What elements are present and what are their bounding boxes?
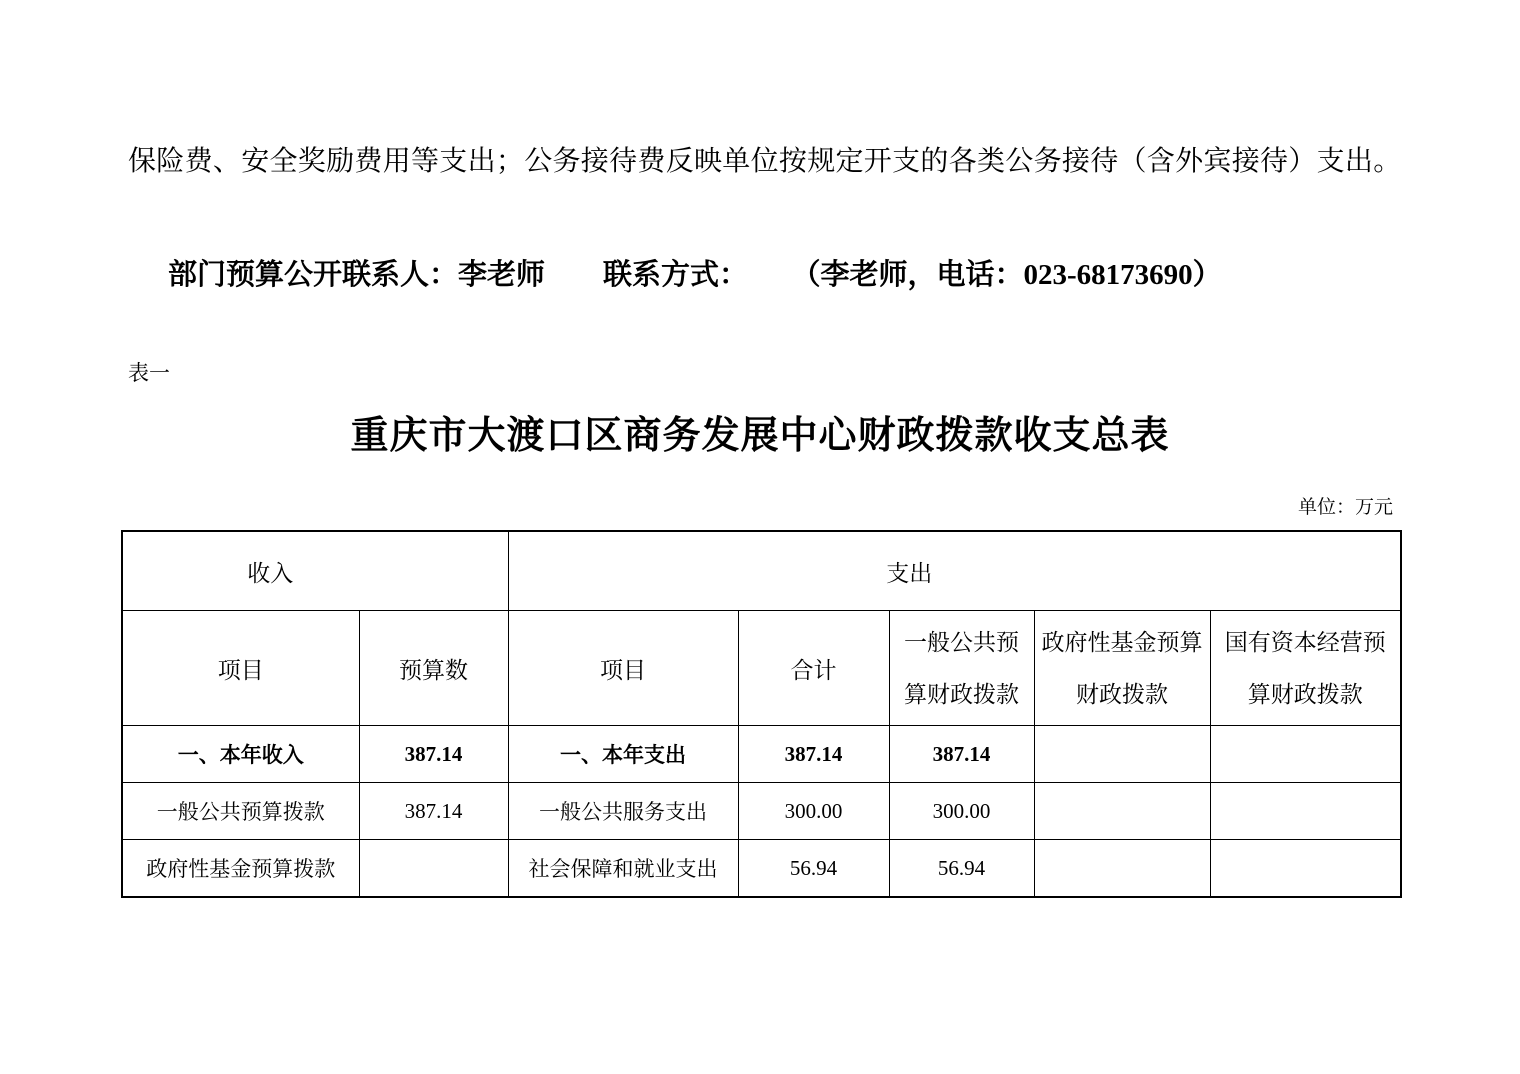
expenditure-item-cell: 一、本年支出: [508, 726, 738, 783]
income-amount-cell: 387.14: [359, 726, 508, 783]
income-item-cell: 政府性基金预算拨款: [122, 840, 359, 898]
table-row-current-year: [122, 726, 1401, 783]
budget-summary-table: [121, 530, 1402, 898]
expenditure-item-cell: 一般公共服务支出: [508, 783, 738, 840]
document-title: 重庆市大渡口区商务发展中心财政拨款收支总表: [350, 415, 1170, 457]
group-header-row: [122, 531, 1401, 611]
general-public-amount-cell: 300.00: [889, 783, 1034, 840]
state-capital-amount-cell: [1210, 783, 1401, 840]
total-amount-cell: 300.00: [738, 783, 889, 840]
expenditure-group-header: 支出: [508, 531, 1401, 611]
table-row-govt-fund: [122, 840, 1401, 898]
header-line: 算财政拨款: [904, 681, 1019, 707]
column-header-general-public-budget: [889, 611, 1034, 726]
column-header-income-item: 项目: [122, 611, 359, 726]
general-public-amount-cell: 56.94: [889, 840, 1034, 898]
column-header-govt-fund-budget: [1034, 611, 1210, 726]
general-public-amount-cell: 387.14: [889, 726, 1034, 783]
income-amount-cell: [359, 840, 508, 898]
total-amount-cell: 387.14: [738, 726, 889, 783]
intro-paragraph: 保险费、安全奖励费用等支出；公务接待费反映单位按规定开支的各类公务接待（含外宾接待）支出。: [128, 146, 1402, 177]
state-capital-amount-cell: [1210, 840, 1401, 898]
unit-note: 单位：万元: [1297, 497, 1393, 518]
column-header-state-capital-budget: [1210, 611, 1401, 726]
header-line: 一般公共预: [904, 629, 1019, 655]
table-row-general-public: [122, 783, 1401, 840]
govt-fund-amount-cell: [1034, 783, 1210, 840]
header-line: 国有资本经营预: [1224, 629, 1386, 655]
govt-fund-amount-cell: [1034, 840, 1210, 898]
header-line: 财政拨款: [1076, 681, 1168, 707]
column-header-total: 合计: [738, 611, 889, 726]
contact-line: 部门预算公开联系人：李老师 联系方式： （李老师，电话：023-68173690）: [168, 259, 1222, 291]
income-item-cell: 一般公共预算拨款: [122, 783, 359, 840]
income-amount-cell: 387.14: [359, 783, 508, 840]
column-header-row: [122, 611, 1401, 726]
expenditure-item-cell: 社会保障和就业支出: [508, 840, 738, 898]
table-number-label: 表一: [128, 361, 170, 385]
income-item-cell: 一、本年收入: [122, 726, 359, 783]
header-line: 算财政拨款: [1247, 681, 1363, 707]
header-line: 政府性基金预算: [1041, 629, 1203, 655]
column-header-expenditure-item: 项目: [508, 611, 738, 726]
income-group-header: 收入: [122, 531, 508, 611]
column-header-budget-amount: 预算数: [359, 611, 508, 726]
state-capital-amount-cell: [1210, 726, 1401, 783]
total-amount-cell: 56.94: [738, 840, 889, 898]
govt-fund-amount-cell: [1034, 726, 1210, 783]
